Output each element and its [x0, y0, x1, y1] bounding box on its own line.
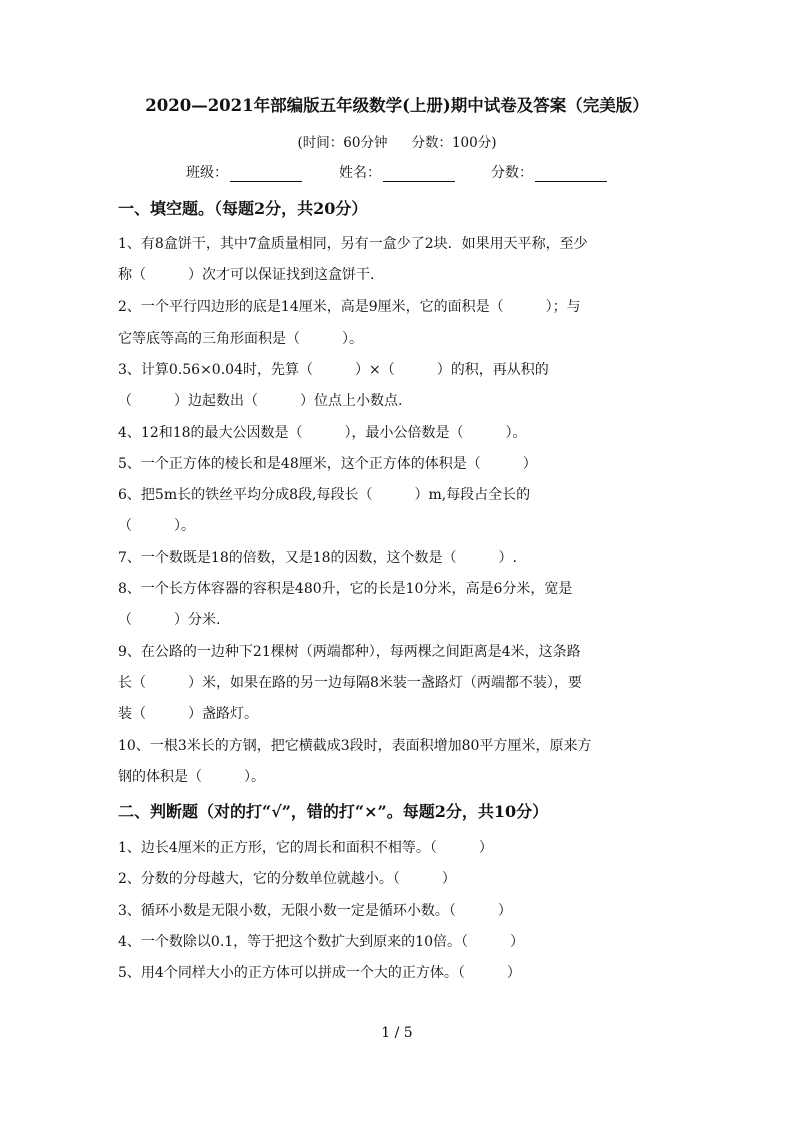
question-line: 4、一个数除以0.1，等于把这个数扩大到原来的10倍。（ ） — [118, 934, 524, 950]
question-line: 钢的体积是（ ）。 — [118, 769, 265, 785]
question-line: 3、计算0.56×0.04时，先算（ ）×（ ）的积，再从积的 — [118, 362, 549, 378]
page-title: 2020—2021年部编版五年级数学(上册)期中试卷及答案（完美版） — [145, 96, 649, 115]
exam-total-score: 分数：100分) — [411, 135, 497, 151]
section-heading-true-false: 二、判断题（对的打“√”，错的打“×”。每题2分，共10分） — [118, 802, 549, 821]
exam-meta — [0, 131, 794, 151]
question-line: 9、在公路的一边种下21棵树（两端都种），每两棵之间距离是4米，这条路 — [118, 644, 581, 660]
exam-time: (时间：60分钟 — [297, 135, 388, 151]
question-line: （ ）。 — [118, 518, 195, 534]
question-line: 7、一个数既是18的倍数，又是18的因数，这个数是（ ）. — [118, 550, 517, 566]
score-label: 分数： — [491, 165, 533, 181]
section-heading-fill-blank: 一、填空题。（每题2分，共20分） — [118, 199, 368, 218]
question-line: 6、把5m长的铁丝平均分成8段,每段长（ ）m,每段占全长的 — [118, 487, 531, 503]
score-field — [491, 162, 607, 182]
question-line: 装（ ）盏路灯。 — [118, 706, 258, 722]
name-label: 姓名： — [339, 165, 381, 181]
question-line: 5、用4个同样大小的正方体可以拼成一个大的正方体。（ ） — [118, 965, 521, 981]
question-line: 3、循环小数是无限小数，无限小数一定是循环小数。（ ） — [118, 903, 512, 919]
score-blank[interactable] — [535, 167, 607, 182]
question-line: （ ）分米. — [118, 612, 221, 628]
name-blank[interactable] — [383, 167, 455, 182]
question-line: （ ）边起数出（ ）位点上小数点. — [118, 393, 403, 409]
question-line: 2、分数的分母越大，它的分数单位就越小。（ ） — [118, 871, 456, 887]
name-field — [339, 162, 455, 182]
class-field — [186, 162, 302, 182]
class-label: 班级： — [186, 165, 228, 181]
question-line: 1、有8盒饼干，其中7盒质量相同，另有一盒少了2块．如果用天平称，至少 — [118, 236, 588, 252]
class-blank[interactable] — [230, 167, 302, 182]
question-line: 5、一个正方体的棱长和是48厘米，这个正方体的体积是（ ） — [118, 456, 537, 472]
question-line: 1、边长4厘米的正方形，它的周长和面积不相等。（ ） — [118, 840, 493, 856]
question-line: 它等底等高的三角形面积是（ ）。 — [118, 331, 363, 347]
question-line: 10、一根3米长的方钢，把它横截成3段时，表面积增加80平方厘米，原来方 — [118, 738, 592, 754]
question-line: 8、一个长方体容器的容积是480升，它的长是10分米，高是6分米，宽是 — [118, 581, 573, 597]
page-number: 1 / 5 — [381, 1025, 413, 1041]
question-line: 2、一个平行四边形的底是14厘米，高是9厘米，它的面积是（ ）；与 — [118, 299, 581, 315]
question-line: 4、12和18的最大公因数是（ ），最小公倍数是（ ）。 — [118, 425, 527, 441]
question-line: 称（ ）次才可以保证找到这盒饼干. — [118, 267, 375, 283]
question-line: 长（ ）米，如果在路的另一边每隔8米装一盏路灯（两端都不装），要 — [118, 675, 582, 691]
